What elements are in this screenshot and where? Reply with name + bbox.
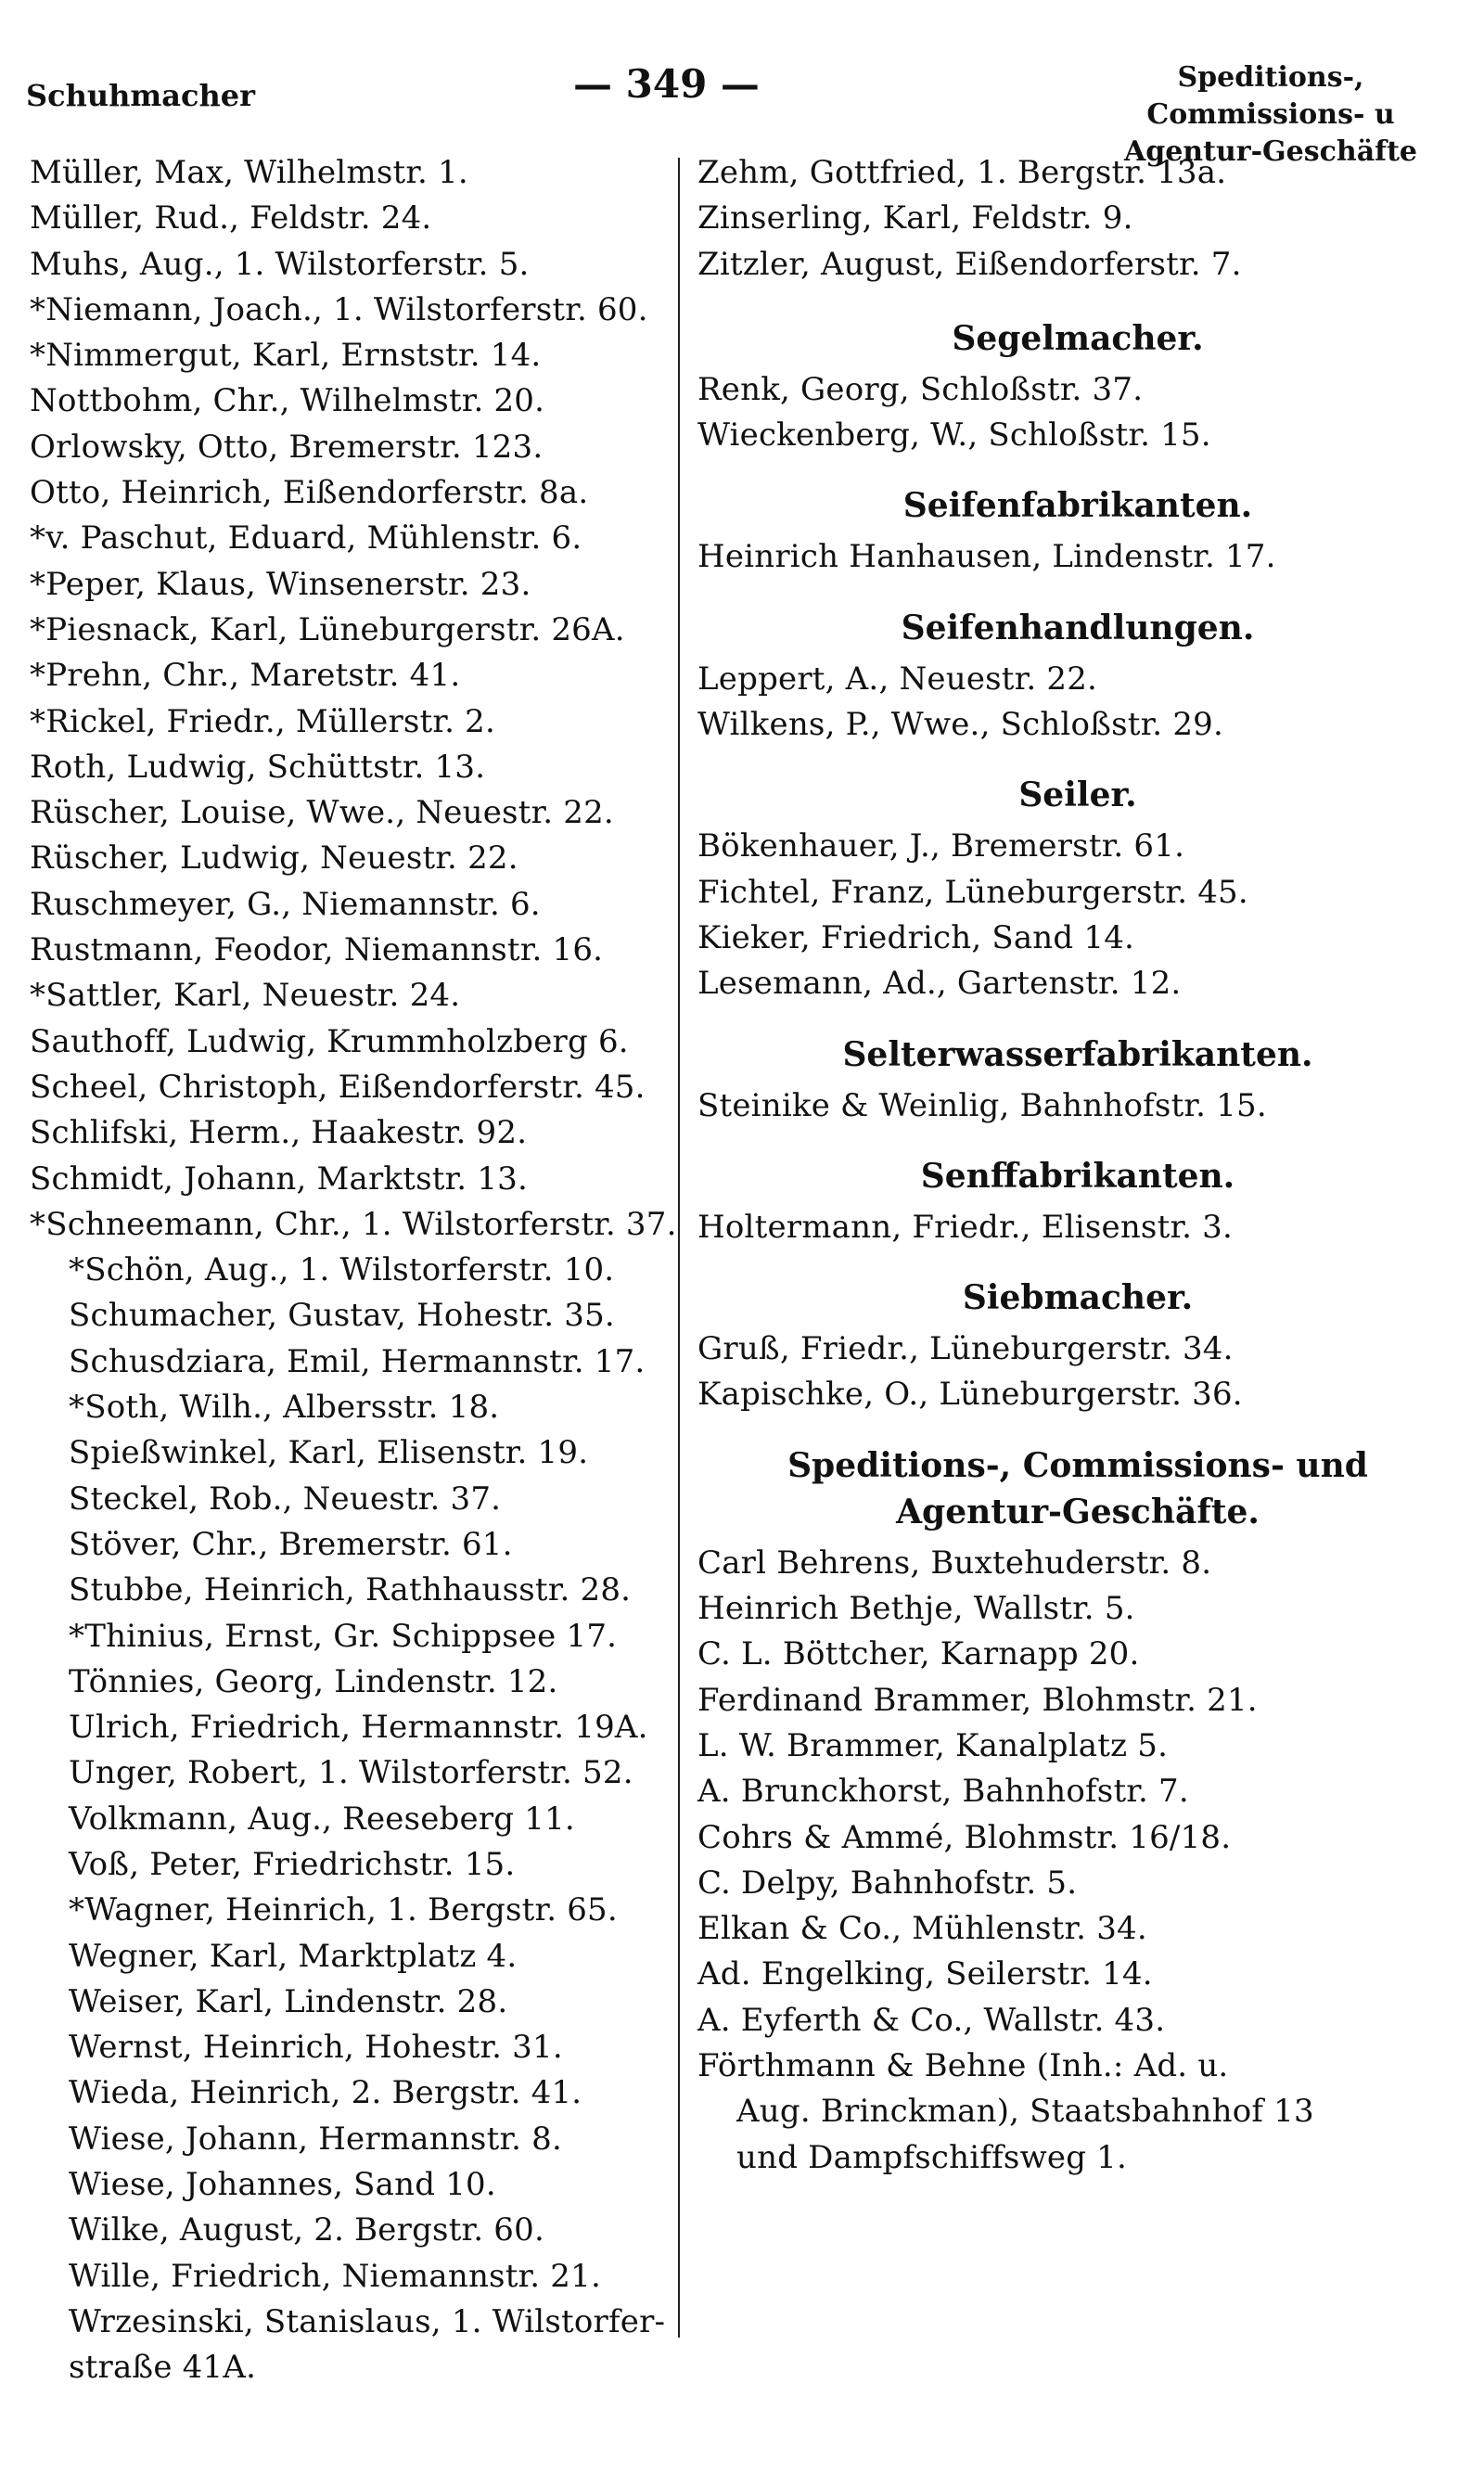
directory-entry: C. Delpy, Bahnhofstr. 5. xyxy=(697,1864,1078,1902)
directory-entry: Steckel, Rob., Neuestr. 37. xyxy=(69,1480,502,1518)
directory-entry: Leppert, A., Neuestr. 22. xyxy=(697,660,1098,698)
trade-section xyxy=(697,751,1458,1006)
directory-entry: Roth, Ludwig, Schüttstr. 13. xyxy=(30,748,486,786)
section-heading-line: Selterwasserfabrikanten. xyxy=(842,1034,1313,1074)
column-divider xyxy=(678,158,680,2338)
directory-entry: Ad. Engelking, Seilerstr. 14. xyxy=(697,1955,1153,1993)
directory-entry: Stöver, Chr., Bremerstr. 61. xyxy=(69,1525,513,1563)
section-heading xyxy=(697,462,1458,534)
section-heading-line: Segelmacher. xyxy=(952,318,1204,358)
directory-entry: Ruschmeyer, G., Niemannstr. 6. xyxy=(30,885,541,923)
directory-entry: Nottbohm, Chr., Wilhelmstr. 20. xyxy=(30,382,545,420)
section-heading-line: Siebmacher. xyxy=(962,1278,1194,1318)
section-heading-line: Seifenfabrikanten. xyxy=(902,486,1253,526)
trade-section xyxy=(697,1011,1458,1129)
section-heading xyxy=(697,584,1458,657)
directory-entry: Aug. Brinckman), Staatsbahnhof 13 xyxy=(736,2093,1314,2131)
directory-entry: *Piesnack, Karl, Lüneburgerstr. 26A. xyxy=(30,610,625,648)
directory-entry: Wiese, Johann, Hermannstr. 8. xyxy=(69,2120,563,2158)
directory-entry: Wiese, Johannes, Sand 10. xyxy=(69,2166,496,2204)
header-left-title: Schuhmacher xyxy=(26,78,255,113)
directory-entry: Wilkens, P., Wwe., Schloßstr. 29. xyxy=(697,706,1223,744)
directory-entry: Elkan & Co., Mühlenstr. 34. xyxy=(697,1910,1147,1948)
directory-entry: A. Eyferth & Co., Wallstr. 43. xyxy=(697,2001,1166,2039)
directory-entry: Förthmann & Behne (Inh.: Ad. u. xyxy=(697,2047,1229,2085)
trade-section xyxy=(697,1133,1458,1250)
directory-entry: Lesemann, Ad., Gartenstr. 12. xyxy=(697,965,1182,1003)
directory-entry: *Nimmergut, Karl, Ernststr. 14. xyxy=(30,337,542,375)
directory-entry: Scheel, Christoph, Eißendorferstr. 45. xyxy=(30,1068,646,1106)
directory-entry: Renk, Georg, Schloßstr. 37. xyxy=(697,370,1144,408)
directory-entry: Rustmann, Feodor, Niemannstr. 16. xyxy=(30,931,604,969)
directory-entry: *Peper, Klaus, Winsenerstr. 23. xyxy=(30,565,531,603)
directory-entry: Rüscher, Louise, Wwe., Neuestr. 22. xyxy=(30,794,614,832)
directory-entry: Sauthoff, Ludwig, Krummholzberg 6. xyxy=(30,1022,629,1060)
directory-entry: Heinrich Bethje, Wallstr. 5. xyxy=(697,1590,1135,1628)
directory-entry: *Rickel, Friedr., Müllerstr. 2. xyxy=(30,702,495,740)
directory-entry: Muhs, Aug., 1. Wilstorferstr. 5. xyxy=(30,245,530,283)
directory-entry: Müller, Rud., Feldstr. 24. xyxy=(30,199,432,237)
directory-entry: Schusdziara, Emil, Hermannstr. 17. xyxy=(69,1342,646,1380)
directory-entry: Carl Behrens, Buxtehuderstr. 8. xyxy=(697,1544,1212,1582)
directory-entry: Spießwinkel, Karl, Elisenstr. 19. xyxy=(69,1434,589,1472)
directory-entry: Otto, Heinrich, Eißendorferstr. 8a. xyxy=(30,474,589,512)
directory-entry: C. L. Böttcher, Karnapp 20. xyxy=(697,1635,1140,1673)
directory-entry: Rüscher, Ludwig, Neuestr. 22. xyxy=(30,839,518,878)
directory-entry: *Schneemann, Chr., 1. Wilstorferstr. 37. xyxy=(30,1205,677,1243)
section-heading-line: Agentur-Geschäfte. xyxy=(896,1492,1260,1531)
section-heading xyxy=(697,1133,1458,1205)
directory-entry: Ferdinand Brammer, Blohmstr. 21. xyxy=(697,1681,1258,1719)
section-heading xyxy=(697,1011,1458,1083)
directory-entry: *Thinius, Ernst, Gr. Schippsee 17. xyxy=(69,1617,618,1655)
directory-entry: Wrzesinski, Stanislaus, 1. Wilstorfer- xyxy=(69,2302,666,2340)
directory-entry: Tönnies, Georg, Lindenstr. 12. xyxy=(69,1662,558,1700)
directory-entry: Bökenhauer, J., Bremerstr. 61. xyxy=(697,827,1185,865)
section-heading-line: Senffabrikanten. xyxy=(920,1156,1235,1196)
page-number: — 349 — xyxy=(573,61,760,107)
section-heading xyxy=(697,288,1458,367)
directory-entry: Steinike & Weinlig, Bahnhofstr. 15. xyxy=(697,1086,1267,1124)
directory-entry: Wilke, August, 2. Bergstr. 60. xyxy=(69,2211,544,2249)
left-column xyxy=(30,150,677,2391)
directory-entry: *Sattler, Karl, Neuestr. 24. xyxy=(30,977,461,1015)
directory-entry: Müller, Max, Wilhelmstr. 1. xyxy=(30,154,468,191)
directory-entry: *Soth, Wilh., Albersstr. 18. xyxy=(69,1389,500,1427)
directory-entry: Volkmann, Aug., Reeseberg 11. xyxy=(69,1800,575,1838)
section-heading-line: Seiler. xyxy=(1018,775,1137,815)
directory-entry: L. W. Brammer, Kanalplatz 5. xyxy=(697,1726,1169,1764)
directory-entry: Zinserling, Karl, Feldstr. 9. xyxy=(697,199,1133,237)
directory-entry: Schmidt, Johann, Marktstr. 13. xyxy=(30,1160,528,1198)
directory-entry: Weiser, Karl, Lindenstr. 28. xyxy=(69,1982,508,2020)
directory-entry: *Niemann, Joach., 1. Wilstorferstr. 60. xyxy=(30,290,648,328)
trade-section xyxy=(697,1254,1458,1418)
directory-entry: Wieckenberg, W., Schloßstr. 15. xyxy=(697,416,1211,455)
directory-entry: *Prehn, Chr., Maretstr. 41. xyxy=(30,657,461,695)
directory-entry: *Schön, Aug., 1. Wilstorferstr. 10. xyxy=(69,1251,615,1289)
directory-entry: Stubbe, Heinrich, Rathhausstr. 28. xyxy=(69,1571,632,1609)
directory-entry: Wernst, Heinrich, Hohestr. 31. xyxy=(69,2029,563,2067)
directory-entry: *Wagner, Heinrich, 1. Bergstr. 65. xyxy=(69,1891,618,1929)
directory-entry: Zitzler, August, Eißendorferstr. 7. xyxy=(697,245,1242,283)
directory-entry: Wieda, Heinrich, 2. Bergstr. 41. xyxy=(69,2074,582,2112)
directory-entry: straße 41A. xyxy=(69,2349,257,2387)
section-heading xyxy=(697,751,1458,824)
section-heading-line: Speditions-, Commissions- und xyxy=(787,1445,1368,1485)
directory-entry: Gruß, Friedr., Lüneburgerstr. 34. xyxy=(697,1330,1234,1368)
directory-entry: Zehm, Gottfried, 1. Bergstr. 13a. xyxy=(697,154,1227,191)
header-right-line-1: Speditions-, Commissions- u xyxy=(1146,61,1395,131)
trade-section xyxy=(697,288,1458,459)
directory-entry: Fichtel, Franz, Lüneburgerstr. 45. xyxy=(697,873,1248,911)
section-heading-line: Seifenhandlungen. xyxy=(901,608,1255,647)
directory-entry: Kieker, Friedrich, Sand 14. xyxy=(697,918,1135,956)
directory-entry: und Dampfschiffsweg 1. xyxy=(736,2138,1127,2176)
directory-entry: Wegner, Karl, Marktplatz 4. xyxy=(69,1937,518,1975)
page-header xyxy=(26,56,1456,168)
section-heading xyxy=(697,1254,1458,1326)
right-column xyxy=(697,150,1458,2185)
section-heading xyxy=(697,1422,1458,1541)
header-right-line-2: Agentur-Geschäfte xyxy=(1123,135,1418,168)
directory-entry: Schlifski, Herm., Haakestr. 92. xyxy=(30,1114,528,1152)
directory-entry: Schumacher, Gustav, Hohestr. 35. xyxy=(69,1297,615,1335)
directory-entry: Wille, Friedrich, Niemannstr. 21. xyxy=(69,2257,601,2295)
directory-entry: *v. Paschut, Eduard, Mühlenstr. 6. xyxy=(30,519,582,557)
trade-section xyxy=(697,1422,1458,2181)
directory-entry: Orlowsky, Otto, Bremerstr. 123. xyxy=(30,428,544,466)
directory-entry: Cohrs & Ammé, Blohmstr. 16/18. xyxy=(697,1818,1232,1856)
directory-entry: Heinrich Hanhausen, Lindenstr. 17. xyxy=(697,538,1276,576)
directory-entry: Ulrich, Friedrich, Hermannstr. 19A. xyxy=(69,1709,648,1747)
directory-entry: Voß, Peter, Friedrichstr. 15. xyxy=(69,1845,516,1883)
directory-entry: Holtermann, Friedr., Elisenstr. 3. xyxy=(697,1208,1234,1246)
directory-entry: A. Brunckhorst, Bahnhofstr. 7. xyxy=(697,1773,1189,1811)
trade-section xyxy=(697,462,1458,580)
directory-entry: Unger, Robert, 1. Wilstorferstr. 52. xyxy=(69,1754,633,1792)
directory-entry: Kapischke, O., Lüneburgerstr. 36. xyxy=(697,1376,1243,1414)
trade-section xyxy=(697,584,1458,749)
